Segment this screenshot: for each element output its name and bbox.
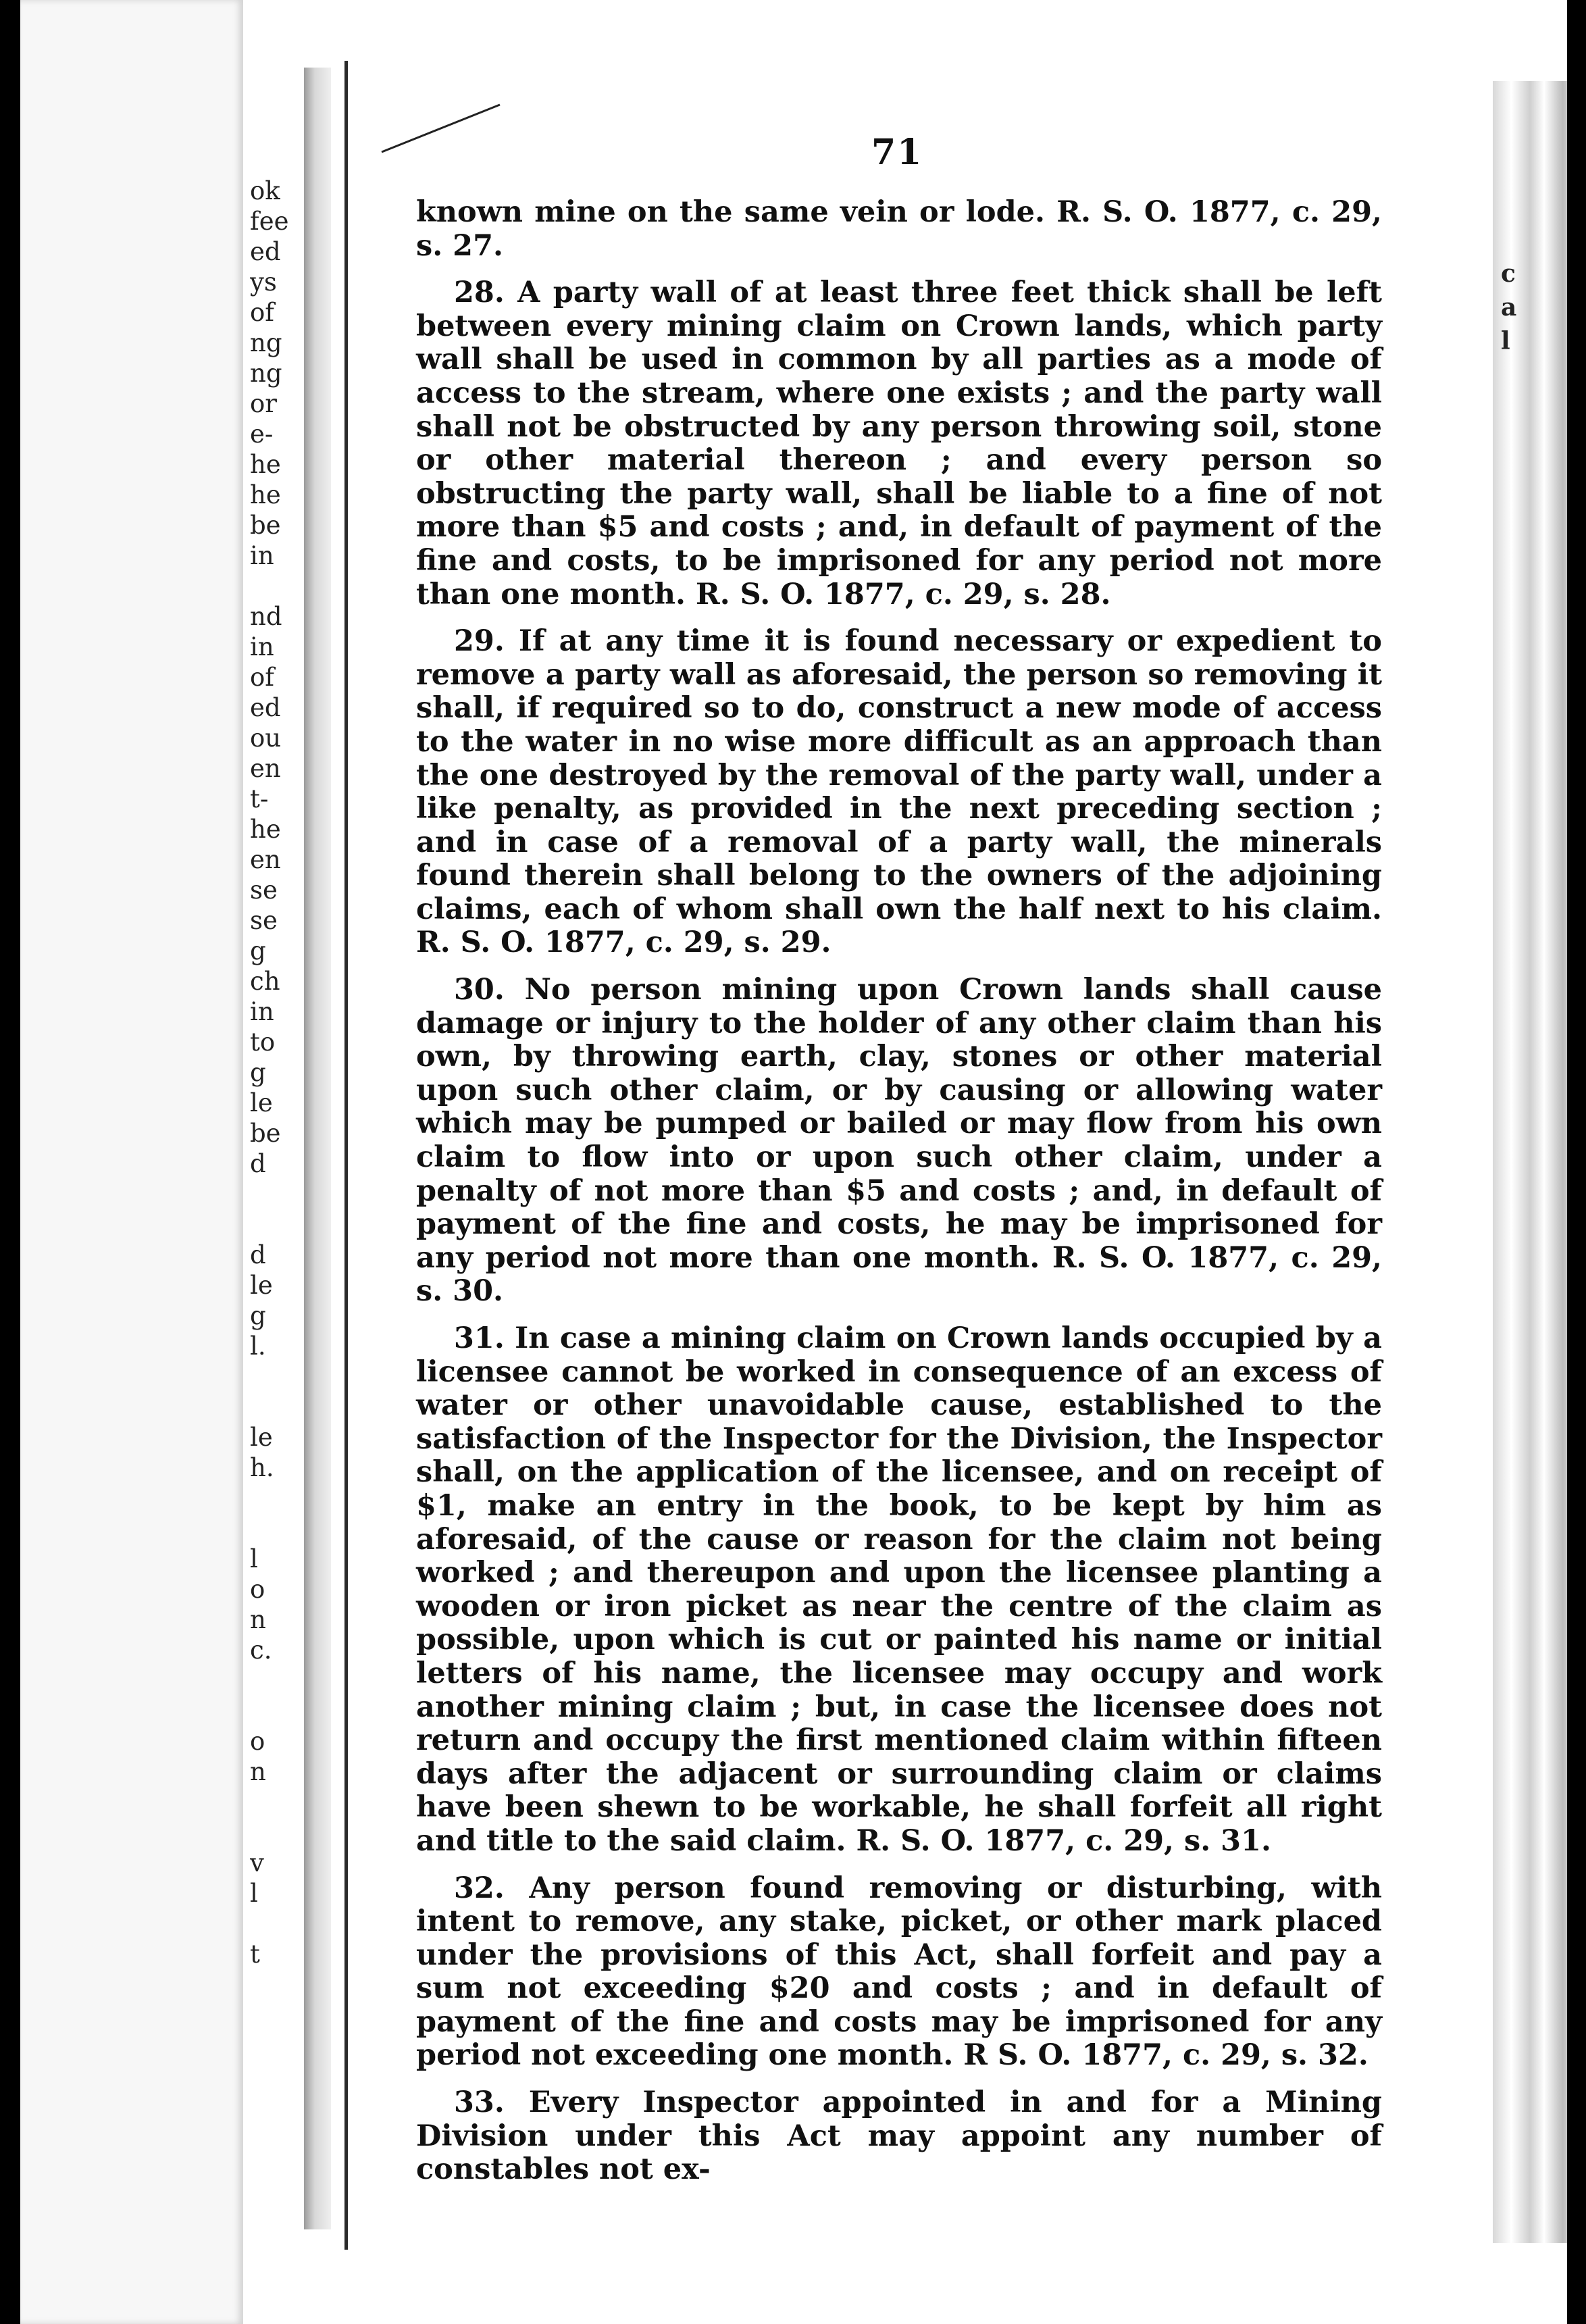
fragment bbox=[250, 1696, 297, 1726]
fragment: ed bbox=[250, 237, 281, 266]
fragment: be bbox=[250, 1119, 281, 1148]
fragment bbox=[250, 1909, 297, 1939]
fragment bbox=[250, 1392, 297, 1422]
section-32: 32. Any person found removing or disturbing, with intent to remove, any stake, picket, or other mark placed under the provisions of this Act, shall forfeit and pay a sum not exceeding $20 and costs ; and in default of payment of the fine and costs may be imprisoned for any period not exceeding one month. R S. O. 1877, c. 29, s. 32. bbox=[416, 1871, 1382, 2073]
fragment: en bbox=[250, 754, 281, 783]
fragment: g bbox=[250, 1058, 266, 1087]
fragment: he bbox=[250, 480, 281, 509]
fragment: se bbox=[250, 906, 278, 935]
section-29: 29. If at any time it is found necessary or expedient to remove a party wall as aforesaid, the person so removing it shall, if required so to do, construct a new mode of access to the water in no wise more difficult as an approach than the one destroyed by the removal of the party wall, under a like penalty, as provided in the next preceding section ; and in case of a removal of a party wall, the minerals found therein shall belong to the owners of the adjoining claims, each of whom shall own the half next to his claim. R. S. O. 1877, c. 29, s. 29. bbox=[416, 624, 1382, 960]
fragment: l bbox=[1501, 327, 1510, 355]
section-28: 28. A party wall of at least three feet thick shall be left between every mining claim on Crown lands, which party wall shall be used in common by all parties as a mode of access to the stream, where one exists ; and the party wall shall not be obstructed by any person throwing soil, stone or other material thereon ; and every person so obstructing the party wall, shall be liable to a fine of not more than $5 and costs ; and, in default of payment of the fine and costs, to be imprisoned for any period not more than one month. R. S. O. 1877, c. 29, s. 28. bbox=[416, 276, 1382, 611]
fragment bbox=[250, 1787, 297, 1817]
page-gutter-line bbox=[344, 61, 348, 2250]
fragment: o bbox=[250, 1727, 265, 1756]
next-page-text-fragments bbox=[1501, 257, 1516, 358]
fragment: fee bbox=[250, 207, 289, 236]
fragment: t- bbox=[250, 784, 269, 813]
fragment: en bbox=[250, 845, 281, 874]
fragment: in bbox=[250, 541, 274, 570]
fragment: v bbox=[250, 1848, 264, 1877]
fragment: or bbox=[250, 389, 277, 418]
fragment: le bbox=[250, 1271, 273, 1300]
fragment: ok bbox=[250, 176, 280, 205]
fragment: c bbox=[1501, 259, 1516, 288]
fragment: a bbox=[1501, 293, 1517, 322]
fragment: ed bbox=[250, 693, 281, 722]
fragment bbox=[250, 1817, 297, 1848]
fragment bbox=[250, 1665, 297, 1696]
section-31: 31. In case a mining claim on Crown lands occupied by a licensee cannot be worked in consequence of an excess of water or other unavoidable cause, established to the satisfaction of the Inspector for the Division, the Inspector shall, on the application of the licensee, and on receipt of $1, make an entry in the book, to be kept by him as aforesaid, of the cause or reason for the claim not being worked ; and thereupon and upon the licensee planting a wooden or iron picket as near the centre of the claim as possible, upon which is cut or painted his name or initial letters of his name, the licensee may occupy and work another mining claim ; but, in case the licensee does not return and occupy the first mentioned claim within fifteen days after the adjacent or surrounding claim or claims have been shewn to be workable, he shall forfeit all right and title to the said claim. R. S. O. 1877, c. 29, s. 31. bbox=[416, 1321, 1382, 1858]
fragment: g bbox=[250, 1301, 266, 1330]
fragment: l. bbox=[250, 1332, 266, 1361]
fragment: n bbox=[250, 1605, 266, 1634]
fragment: h. bbox=[250, 1453, 274, 1482]
fragment: ou bbox=[250, 724, 282, 753]
fragment: le bbox=[250, 1088, 273, 1117]
fragment: g bbox=[250, 936, 266, 965]
statute-text-body bbox=[416, 195, 1382, 2187]
fragment: ng bbox=[250, 328, 282, 357]
fragment: le bbox=[250, 1423, 273, 1452]
fragment: d bbox=[250, 1149, 266, 1178]
page-number: 71 bbox=[871, 132, 923, 173]
fragment: he bbox=[250, 815, 281, 844]
fragment: of bbox=[250, 298, 274, 327]
fragment: of bbox=[250, 663, 274, 692]
fragment bbox=[250, 1483, 297, 1513]
fragment bbox=[250, 571, 297, 601]
fragment: ng bbox=[250, 359, 282, 388]
fragment: e- bbox=[250, 420, 274, 449]
scan-border-right bbox=[1567, 0, 1586, 2324]
fragment: nd bbox=[250, 602, 282, 631]
fragment bbox=[250, 1209, 297, 1240]
fragment: in bbox=[250, 997, 274, 1026]
fragment: be bbox=[250, 511, 281, 540]
fragment: n bbox=[250, 1757, 266, 1786]
fragment: d bbox=[250, 1240, 266, 1269]
previous-page-edge bbox=[20, 0, 243, 2324]
fragment: l bbox=[250, 1544, 258, 1573]
section-33: 33. Every Inspector appointed in and for a Mining Division under this Act may appoint any number of constables not ex- bbox=[416, 2086, 1382, 2187]
fragment bbox=[250, 1179, 297, 1209]
fragment: he bbox=[250, 450, 281, 479]
fragment: ys bbox=[250, 268, 277, 297]
fragment: o bbox=[250, 1575, 265, 1604]
section-30: 30. No person mining upon Crown lands shall cause damage or injury to the holder of any other claim than his own, by throwing earth, clay, stones or other material upon such other claim, or by causing or allowing water which may be pumped or bailed or may flow from his own claim to flow into or upon such other claim, under a penalty of not more than $5 and costs ; and, in default of payment of the fine and costs, he may be imprisoned for any period not more than one month. R. S. O. 1877, c. 29, s. 30. bbox=[416, 973, 1382, 1309]
fragment: to bbox=[250, 1028, 276, 1057]
fragment bbox=[250, 1513, 297, 1544]
fragment: se bbox=[250, 876, 278, 905]
fragment: in bbox=[250, 632, 274, 661]
fragment: l bbox=[250, 1879, 258, 1908]
paragraph-continuation: known mine on the same vein or lode. R. S. O. 1877, c. 29, s. 27. bbox=[416, 195, 1382, 263]
fragment: t bbox=[250, 1940, 260, 1969]
fragment: ch bbox=[250, 967, 280, 996]
previous-page-text-fragments bbox=[250, 176, 297, 1969]
pen-stroke-mark bbox=[378, 101, 507, 155]
fragment bbox=[250, 1361, 297, 1392]
fragment: c. bbox=[250, 1636, 272, 1665]
book-binding-shadow bbox=[304, 68, 331, 2229]
scan-border-left bbox=[0, 0, 20, 2324]
